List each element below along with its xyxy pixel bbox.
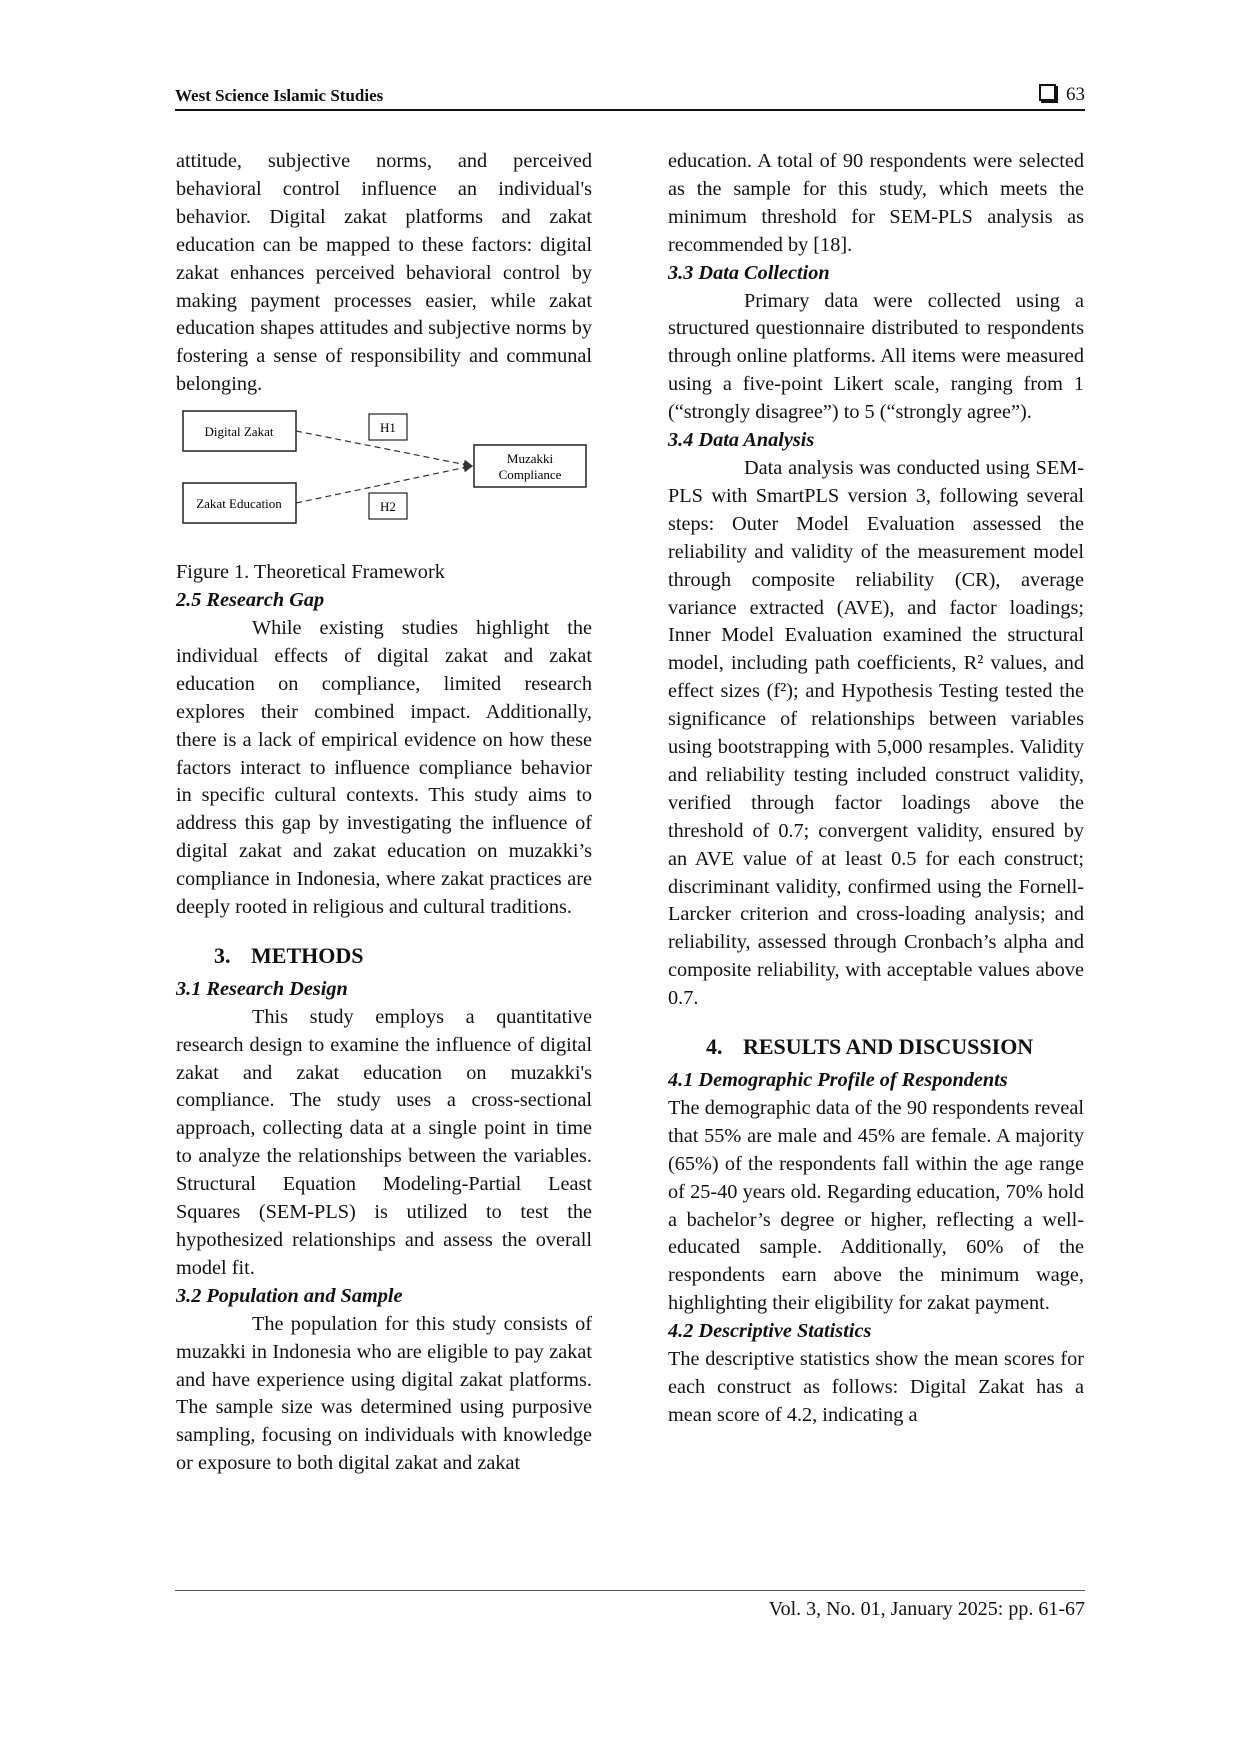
footer-citation: Vol. 3, No. 01, January 2025: pp. 61-67 [768, 1598, 1085, 1620]
label-compliance: Compliance [498, 467, 562, 483]
paragraph: The population for this study consists of muzakki in Indonesia who are eligible to pay zakat and have experience using digital zakat platforms. The sample size was determined using purposive sampling, focusing on individuals with knowledge or exposure to both digital zakat and zakat [176, 1312, 592, 1475]
paragraph: The descriptive statistics show the mean scores for each construct as follows: Digital Zakat has a mean score of 4.2, indicating a [668, 1348, 1084, 1426]
right-column [668, 148, 1084, 1430]
theoretical-framework-figure [176, 409, 592, 559]
label-h1: H1 [380, 420, 396, 436]
subsection-heading: 3.2 Population and Sample [176, 1284, 403, 1307]
paragraph: This study employs a quantitative research design to examine the influence of digital zakat and zakat education on muzakki's compliance. The study uses a cross-sectional approach, collecting data at a single point in time to analyze the relationships between the variables. Structural Equation Modeling-Partial Least Squares (SEM-PLS) is utilized to test the hypothesized relationships and assess the overall model fit. [176, 1005, 592, 1279]
journal-title: West Science Islamic Studies [175, 86, 384, 105]
label-h2: H2 [380, 499, 396, 515]
subsection-heading: 2.5 Research Gap [176, 589, 325, 612]
section-title: RESULTS AND DISCUSSION [743, 1034, 1034, 1060]
paragraph: Primary data were collected using a structured questionnaire distributed to respondents through online platforms. All items were measured using a five-point Likert scale, ranging from 1 (“strongly disagree”) to 5 (“strongly agree”). [668, 289, 1084, 424]
subsection-heading: 4.1 Demographic Profile of Respondents [668, 1069, 1008, 1091]
figure-caption: Figure 1. Theoretical Framework [176, 561, 445, 584]
paragraph: attitude, subjective norms, and perceived behavioral control influence an individual's behavior. Digital zakat platforms and zakat education can be mapped to these factors: digital zakat enhances perceived behavioral control by making payment processes easier, while zakat education shapes attitudes and subjective norms by fostering a sense of responsibility and communal belonging. [176, 150, 592, 396]
left-column [176, 148, 592, 1478]
paragraph: education. A total of 90 respondents were selected as the sample for this study, which meets the minimum threshold for SEM-PLS analysis as recommended by [18]. [668, 150, 1084, 256]
section-number: 4. [706, 1034, 723, 1060]
section-heading [706, 1033, 1084, 1061]
header-rule [175, 109, 1085, 111]
label-digital-zakat: Digital Zakat [204, 424, 274, 440]
label-zakat-education: Zakat Education [196, 496, 282, 512]
paragraph: The demographic data of the 90 respondents reveal that 55% are male and 45% are female. A majority (65%) of the respondents fall within the age range of 25-40 years old. Regarding education, 70% hold a bachelor’s degree or higher, reflecting a well-educated sample. Additionally, 60% of the respondents earn above the minimum wage, highlighting their eligibility for zakat payment. [668, 1096, 1084, 1315]
checkbox-square-icon [1039, 84, 1056, 101]
section-heading [214, 942, 592, 970]
section-title: METHODS [251, 942, 364, 968]
paragraph: Data analysis was conducted using SEM-PLS with SmartPLS version 3, following several steps: Outer Model Evaluation assessed the reliability and validity of the measurement model through composite reliability (CR), average variance extracted (AVE), and factor loadings; Inner Model Evaluation examined the structural model, including path coefficients, R² values, and effect sizes (f²); and Hypothesis Testing tested the significance of relationships between variables using bootstrapping with 5,000 resamples. Validity and reliability testing included construct validity, verified through factor loadings above the threshold of 0.7; convergent validity, ensured by an AVE value of at least 0.5 for each construct; discriminant validity, confirmed using the Fornell-Larcker criterion and cross-loading analysis; and reliability, assessed through Cronbach’s alpha and composite reliability, with acceptable values above 0.7. [668, 456, 1084, 1010]
framework-diagram [176, 409, 592, 559]
page-number [1039, 84, 1085, 106]
subsection-heading: 3.1 Research Design [176, 977, 348, 1000]
section-number: 3. [214, 942, 231, 968]
footer-rule [175, 1590, 1085, 1591]
subsection-heading: 3.4 Data Analysis [668, 429, 815, 452]
page-number-value: 63 [1066, 84, 1085, 105]
label-muzakki: Muzakki [506, 451, 554, 467]
subsection-heading: 3.3 Data Collection [668, 261, 830, 284]
paragraph: While existing studies highlight the individual effects of digital zakat and zakat education on compliance, limited research explores their combined impact. Additionally, there is a lack of empirical evidence on how these factors interact to influence compliance behavior in specific cultural contexts. This study aims to address this gap by investigating the influence of digital zakat and zakat education on muzakki’s compliance in Indonesia, where zakat practices are deeply rooted in religious and cultural traditions. [176, 616, 592, 919]
subsection-heading: 4.2 Descriptive Statistics [668, 1320, 872, 1343]
